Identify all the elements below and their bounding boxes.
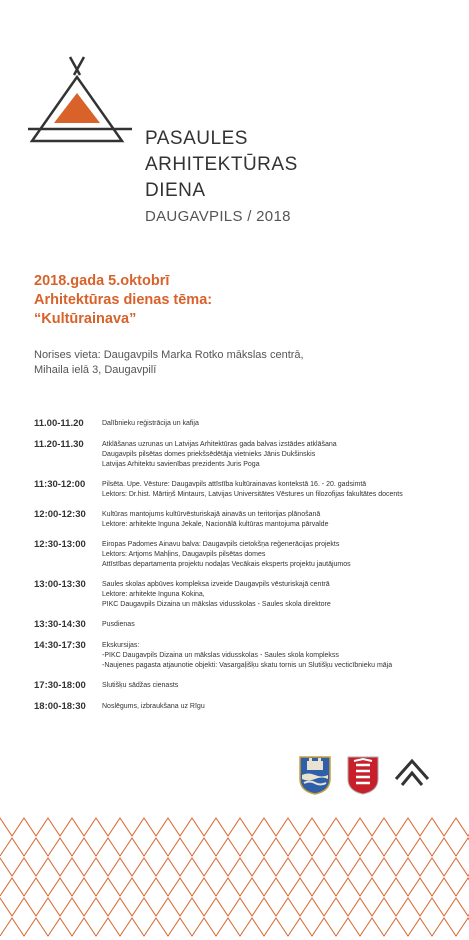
naujene-coat-of-arms-icon — [346, 755, 380, 795]
schedule-description-line: Latvijas Arhitektu savienības prezidents Juris Poga — [102, 461, 260, 468]
event-theme-label: Arhitektūras dienas tēma: — [34, 292, 213, 308]
schedule-description — [102, 539, 351, 570]
title-subtitle: DAUGAVPILS / 2018 — [145, 208, 291, 225]
schedule-row — [34, 539, 454, 570]
schedule-description-line: Lektors: Artjoms Mahļins, Daugavpils pilsētas domes — [102, 551, 266, 558]
schedule-description — [102, 579, 331, 610]
title-line-2: ARHITEKTŪRAS — [145, 154, 298, 175]
zigzag-line — [0, 858, 469, 876]
schedule-description — [102, 701, 205, 713]
architects-union-logo-icon — [394, 755, 430, 787]
architecture-day-logo — [28, 55, 138, 150]
schedule-description-line: Atklāšanas uzrunas un Latvijas Arhitektūras gada balvas izstādes atklāšana — [102, 441, 337, 448]
schedule-description — [102, 439, 337, 470]
schedule-description-line: Noslēgums, izbraukšana uz Rīgu — [102, 703, 205, 710]
schedule-row — [34, 418, 454, 430]
schedule-row — [34, 579, 454, 610]
schedule-description-line: Lektore: arhitekte Inguna Kokina, — [102, 591, 205, 598]
event-date: 2018.gada 5.oktobrī — [34, 273, 170, 289]
zigzag-line — [0, 918, 469, 936]
schedule-row — [34, 619, 454, 631]
schedule-description-line: Ekskursijas: — [102, 642, 140, 649]
zigzag-line — [0, 878, 469, 896]
schedule-time: 11:30-12:00 — [34, 479, 86, 490]
title-line-1: PASAULES — [145, 128, 248, 149]
schedule-time: 11.20-11.30 — [34, 439, 84, 450]
schedule-row — [34, 680, 454, 692]
schedule-description — [102, 509, 328, 530]
venue-line-2: Mihaila ielā 3, Daugavpilī — [34, 364, 157, 376]
schedule-description-line: Slutišķu sādžas cienasts — [102, 682, 179, 689]
schedule-time: 11.00-11.20 — [34, 418, 84, 429]
schedule-description-line: Lektore: arhitekte Inguna Jekale, Nacionālā kultūras mantojuma pārvalde — [102, 521, 329, 528]
schedule-row — [34, 509, 454, 530]
schedule-row — [34, 640, 454, 671]
event-info — [34, 272, 212, 329]
schedule-description-line: Dalībnieku reģistrācija un kafija — [102, 420, 199, 427]
event-theme: “Kultūrainava” — [34, 311, 137, 327]
schedule-time: 18:00-18:30 — [34, 701, 86, 712]
schedule-row — [34, 439, 454, 470]
triangle-logo-icon — [28, 55, 138, 145]
schedule-row — [34, 701, 454, 713]
schedule-description-line: -PIKC Daugavpils Dizaina un mākslas vidusskolas - Saules skola komplekss — [102, 652, 339, 659]
schedule-description-line: Kultūras mantojums kultūrvēsturiskajā ainavās un teritorijas plānošanā — [102, 511, 321, 518]
schedule-description-line: Pilsēta. Upe. Vēsture: Daugavpils attīstība kultūrainavas kontekstā 16. - 20. gadsimtā — [102, 481, 367, 488]
daugavpils-coat-of-arms-icon — [298, 755, 332, 795]
schedule-description — [102, 680, 178, 692]
schedule-description-line: Lektors: Dr.hist. Mārtiņš Mintaurs, Latvijas Universitātes Vēstures un filozofijas fakultātes docents — [102, 491, 403, 498]
schedule-time: 17:30-18:00 — [34, 680, 86, 691]
schedule — [34, 418, 454, 722]
zigzag-line — [0, 838, 469, 856]
schedule-time: 13:30-14:30 — [34, 619, 86, 630]
schedule-description — [102, 418, 199, 430]
schedule-description-line: PIKC Daugavpils Dizaina un mākslas vidusskolas - Saules skola direktore — [102, 601, 331, 608]
schedule-description-line: Pusdienas — [102, 621, 135, 628]
logos-row — [298, 755, 430, 795]
schedule-description-line: Eiropas Padomes Ainavu balva: Daugavpils cietokšņa reģenerācijas projekts — [102, 541, 340, 548]
event-title — [145, 126, 298, 230]
schedule-description — [102, 640, 392, 671]
schedule-description — [102, 619, 135, 631]
zigzag-line — [0, 898, 469, 916]
schedule-time: 12:00-12:30 — [34, 509, 86, 520]
decorative-triangle-pattern — [0, 812, 469, 940]
schedule-description-line: Daugavpils pilsētas domes priekšsēdētāja vietnieks Jānis Dukšinskis — [102, 451, 316, 458]
zigzag-line — [0, 818, 469, 836]
schedule-time: 13:00-13:30 — [34, 579, 86, 590]
venue-line-1: Norises vieta: Daugavpils Marka Rotko mākslas centrā, — [34, 349, 304, 361]
schedule-description-line: -Naujenes pagasta atjaunotie objekti: Vasargaļišķu skatu tornis un Slutišķu vecticībnieku māja — [102, 662, 393, 669]
title-line-3: DIENA — [145, 180, 206, 201]
schedule-time: 12:30-13:00 — [34, 539, 86, 550]
schedule-row — [34, 479, 454, 500]
schedule-description — [102, 479, 403, 500]
schedule-description-line: Attīstības departamenta projektu nodaļas Vecākais eksperts projektu jautājumos — [102, 561, 351, 568]
schedule-time: 14:30-17:30 — [34, 640, 86, 651]
venue — [34, 348, 304, 378]
schedule-description-line: Saules skolas apbūves kompleksa izveide Daugavpils vēsturiskajā centrā — [102, 581, 330, 588]
